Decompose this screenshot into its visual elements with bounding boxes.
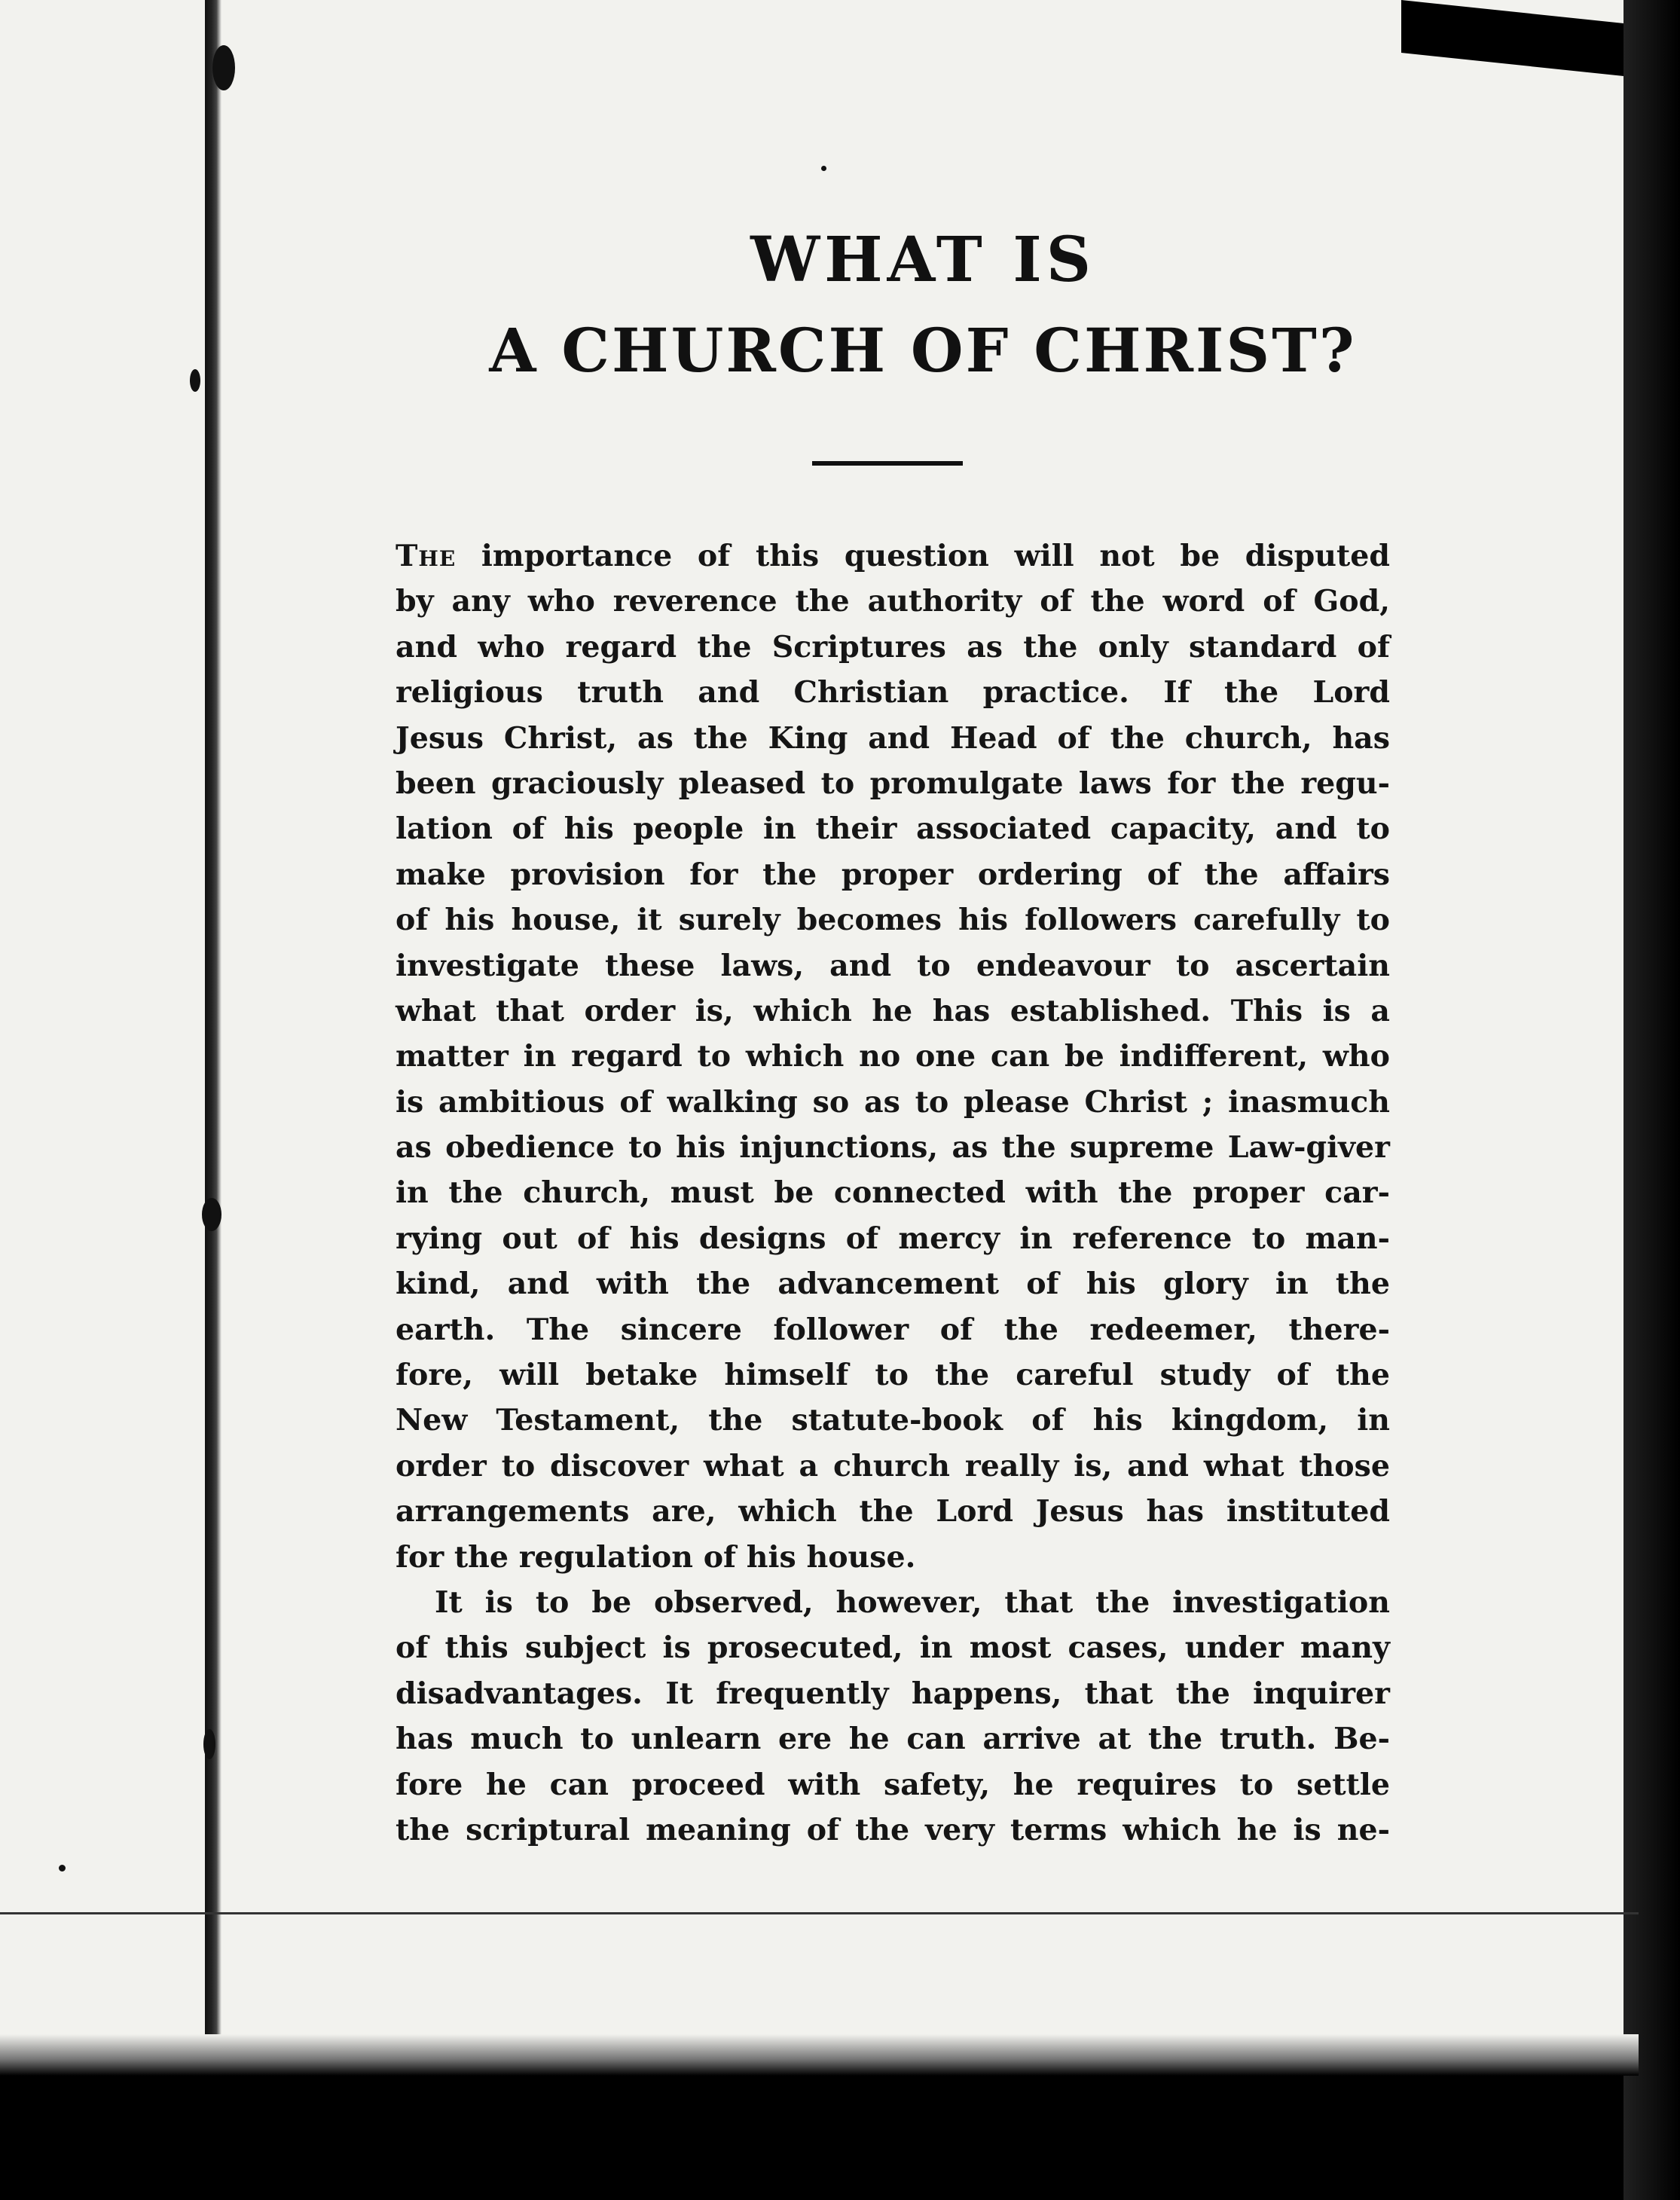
text-line: in the church, must be connected with the proper car- bbox=[396, 1175, 1390, 1211]
scan-speck bbox=[59, 1865, 66, 1872]
text-line: New Testament, the statute-book of his kingdom, in bbox=[396, 1403, 1390, 1438]
paragraph-2 bbox=[396, 1580, 1390, 1853]
fold-crease bbox=[0, 1912, 1639, 1914]
text-line: the scriptural meaning of the very terms which he is ne- bbox=[396, 1812, 1390, 1847]
text-line: arrangements are, which the Lord Jesus has instituted bbox=[396, 1494, 1390, 1529]
text-line: as obedience to his injunctions, as the supreme Law-giver bbox=[396, 1130, 1390, 1166]
text-line: earth. The sincere follower of the redeemer, there- bbox=[396, 1312, 1390, 1347]
text-line: It is to be observed, however, that the investigation bbox=[435, 1584, 1390, 1620]
text-line: lation of his people in their associated capacity, and to bbox=[396, 811, 1390, 847]
text-line: rying out of his designs of mercy in reference to man- bbox=[396, 1221, 1390, 1256]
text-line: religious truth and Christian practice. If the Lord bbox=[396, 675, 1390, 710]
scan-speck bbox=[821, 166, 826, 171]
scan-speck bbox=[190, 369, 200, 392]
paragraph-1 bbox=[396, 533, 1390, 1580]
scan-speck bbox=[203, 1729, 215, 1759]
text-line: for the regulation of his house. bbox=[396, 1539, 916, 1575]
text-line: The importance of this question will not be disputed bbox=[396, 539, 1390, 573]
drop-word: The bbox=[396, 539, 457, 573]
title-line-2: A CHURCH OF CHRIST? bbox=[489, 315, 1357, 386]
scan-speck bbox=[212, 45, 235, 90]
text-line: has much to unlearn ere he can arrive at the truth. Be- bbox=[396, 1722, 1390, 1757]
bottom-shadow bbox=[0, 2034, 1639, 2076]
text-line: of his house, it surely becomes his followers carefully to bbox=[396, 903, 1390, 938]
chapter-title bbox=[377, 218, 1469, 392]
text-line: what that order is, which he has established. This is a bbox=[396, 993, 1390, 1028]
text-line: by any who reverence the authority of the word of God, bbox=[396, 584, 1390, 619]
text-line: order to discover what a church really is, and what those bbox=[396, 1448, 1390, 1483]
page-edge-shadow bbox=[1623, 0, 1680, 2200]
title-rule bbox=[812, 461, 963, 466]
text-line: matter in regard to which no one can be indifferent, who bbox=[396, 1039, 1390, 1074]
text-line: investigate these laws, and to endeavour to ascertain bbox=[396, 948, 1390, 983]
title-line-1: WHAT IS bbox=[750, 224, 1095, 296]
text-line: disadvantages. It frequently happens, that the inquirer bbox=[396, 1676, 1390, 1711]
text-line: fore, will betake himself to the careful study of the bbox=[396, 1358, 1390, 1393]
text-line: make provision for the proper ordering of the affairs bbox=[396, 857, 1390, 892]
body-text bbox=[396, 533, 1390, 1853]
text-line: and who regard the Scriptures as the only standard of bbox=[396, 629, 1390, 665]
text-line: fore he can proceed with safety, he requires to settle bbox=[396, 1767, 1390, 1802]
text-line: of this subject is prosecuted, in most cases, under many bbox=[396, 1630, 1390, 1666]
text-line: Jesus Christ, as the King and Head of the church, has bbox=[396, 720, 1390, 756]
text-line: been graciously pleased to promulgate laws for the regu- bbox=[396, 765, 1390, 801]
scan-speck bbox=[202, 1198, 221, 1231]
text-line: is ambitious of walking so as to please Christ ; inasmuch bbox=[396, 1084, 1390, 1120]
text-line: kind, and with the advancement of his glory in the bbox=[396, 1267, 1390, 1302]
